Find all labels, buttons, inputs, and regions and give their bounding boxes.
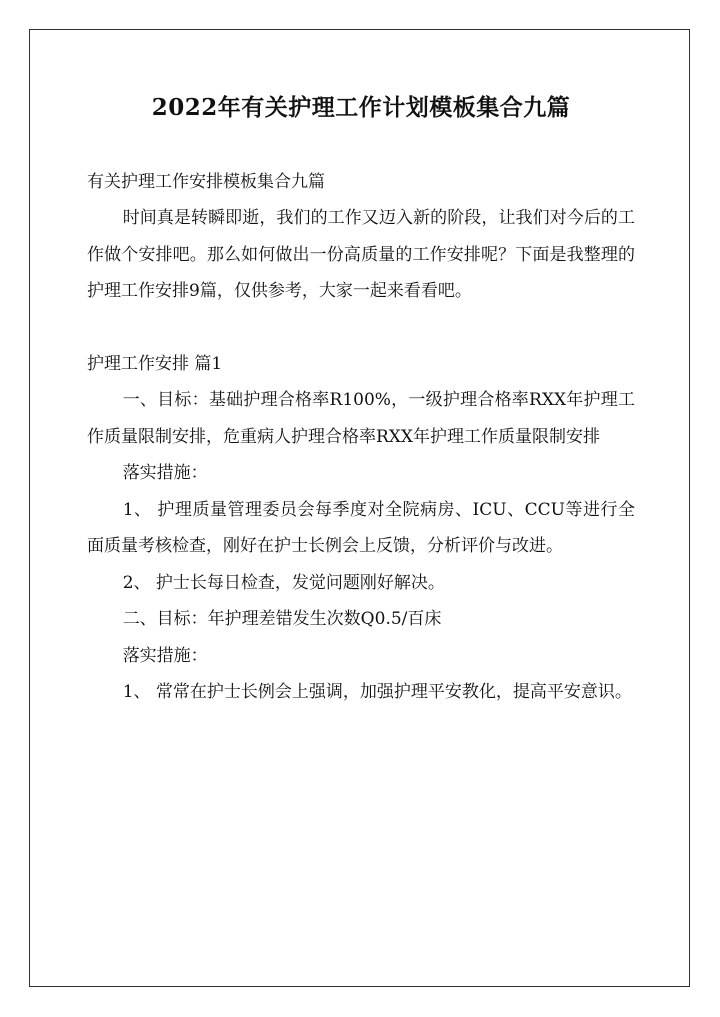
document-body [87,82,635,711]
measure-item: 2、 护士长每日检查，发觉问题刚好解决。 [122,572,445,593]
goal-paragraph: 一、目标：基础护理合格率R100%，一级护理合格率RXX年护理工作质量限制安排，危重病人护理合格率RXX年护理工作质量限制安排 [87,390,635,447]
measure-item: 1、 护理质量管理委员会每季度对全院病房、ICU、CCU等进行全面质量考核检查，刚好在护士长例会上反馈，分析评价与改进。 [87,499,635,556]
measures-label: 落实措施： [122,645,208,666]
document-title: 2022年有关护理工作计划模板集合九篇 [151,94,571,121]
goal-paragraph: 二、目标：年护理差错发生次数Q0.5/百床 [122,609,442,629]
measure-item: 1、 常常在护士长例会上强调，加强护理平安教化，提高平安意识。 [122,682,632,702]
measures-label: 落实措施： [122,463,208,483]
intro-paragraph: 时间真是转瞬即逝，我们的工作又迈入新的阶段，让我们对今后的工作做个安排吧。那么如何做出一份高质量的工作安排呢？下面是我整理的护理工作安排9篇，仅供参考，大家一起来看看吧。 [87,208,635,301]
document-subtitle: 有关护理工作安排模板集合九篇 [87,172,325,192]
section-heading: 护理工作安排 篇1 [87,353,223,374]
